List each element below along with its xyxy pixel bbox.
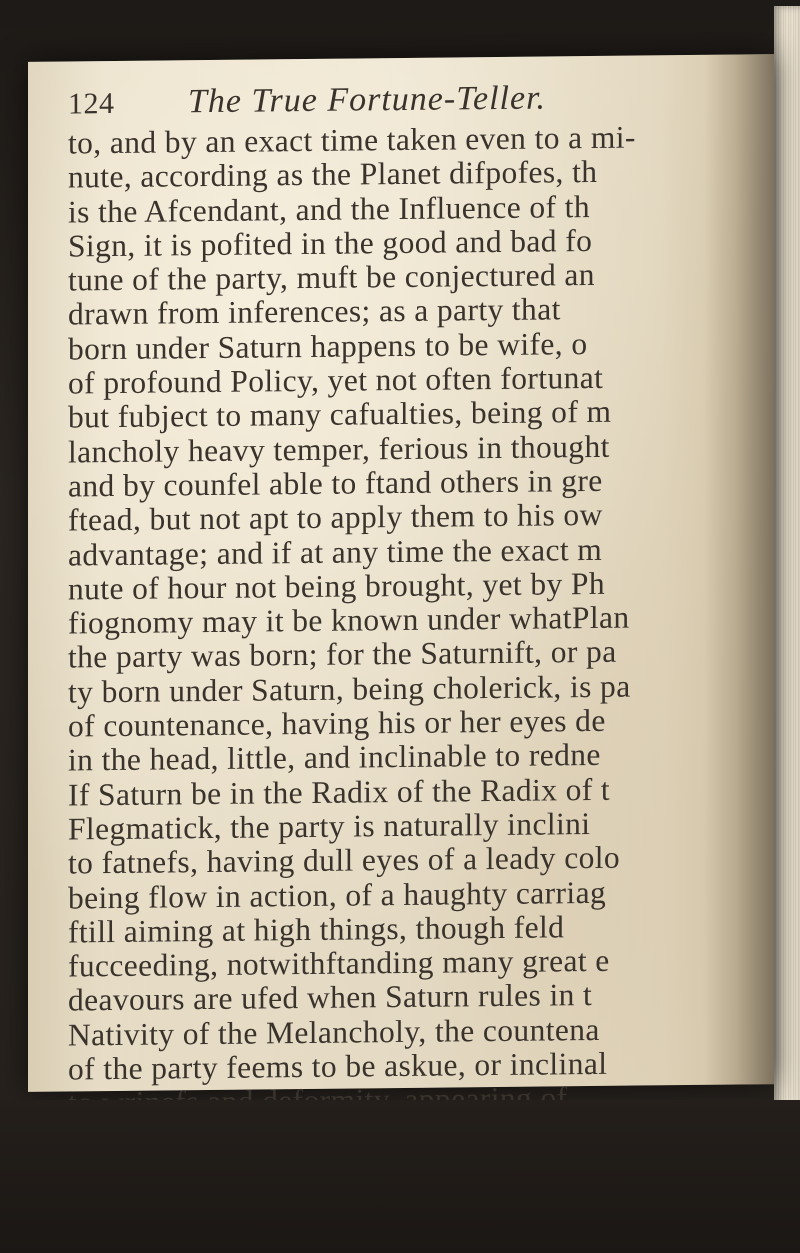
- body-line: ftill aiming at high things, though feld: [68, 909, 565, 950]
- body-line: of the party feems to be askue, or inclinal: [68, 1045, 608, 1087]
- body-line: If Saturn be in the Radix of the Radix of t: [68, 771, 611, 813]
- running-head: [68, 76, 788, 125]
- body-line: Sign, it is pofited in the good and bad fo: [68, 222, 593, 264]
- body-line: Flegmatick, the party is naturally inclini: [68, 805, 591, 847]
- background-shadow: [0, 1100, 800, 1253]
- body-line: to fatnefs, having dull eyes of a leady colo: [68, 839, 621, 881]
- body-line: born under Saturn happens to be wife, o: [68, 325, 588, 367]
- body-line: of countenance, having his or her eyes de: [68, 702, 606, 744]
- body-line: Nativity of the Melancholy, the countena: [68, 1011, 600, 1053]
- body-line: is the Afcendant, and the Influence of th: [68, 188, 590, 230]
- body-line: but fubject to many cafualties, being of m: [68, 394, 612, 435]
- body-line: drawn from inferences; as a party that: [68, 291, 561, 332]
- book-page: [28, 54, 774, 1092]
- body-line: deavours are ufed when Saturn rules in t: [68, 977, 593, 1018]
- body-line: tune of the party, muft be conjectured an: [68, 257, 595, 298]
- body-line: nute of hour not being brought, yet by Ph: [68, 565, 605, 607]
- body-line: the party was born; for the Saturnift, or pa: [68, 634, 617, 675]
- body-line: advantage; and if at any time the exact m: [68, 531, 603, 573]
- body-line: lancholy heavy temper, ferious in thought: [68, 428, 610, 470]
- body-line: being flow in action, of a haughty carriag: [68, 874, 607, 916]
- body-line: ty born under Saturn, being cholerick, is pa: [68, 668, 631, 710]
- text-block: [68, 76, 788, 1155]
- body-line: fucceeding, notwithftanding many great e: [68, 942, 610, 984]
- header-title: The True Fortune-Teller.: [188, 79, 547, 121]
- body-line: to, and by an exact time taken even to a mi-: [68, 119, 636, 161]
- body-line: nute, according as the Planet difpofes, th: [68, 154, 598, 195]
- body-line: in the head, little, and inclinable to redne: [68, 737, 601, 778]
- body-line: fiognomy may it be known under whatPlan: [68, 599, 630, 641]
- body-line: of profound Policy, yet not often fortunat: [68, 359, 604, 401]
- body-line: ftead, but not apt to apply them to his ow: [68, 497, 603, 538]
- body-text: [68, 119, 788, 1155]
- body-line: and by counfel able to ftand others in gre: [68, 462, 603, 504]
- page-number: 124: [68, 87, 115, 121]
